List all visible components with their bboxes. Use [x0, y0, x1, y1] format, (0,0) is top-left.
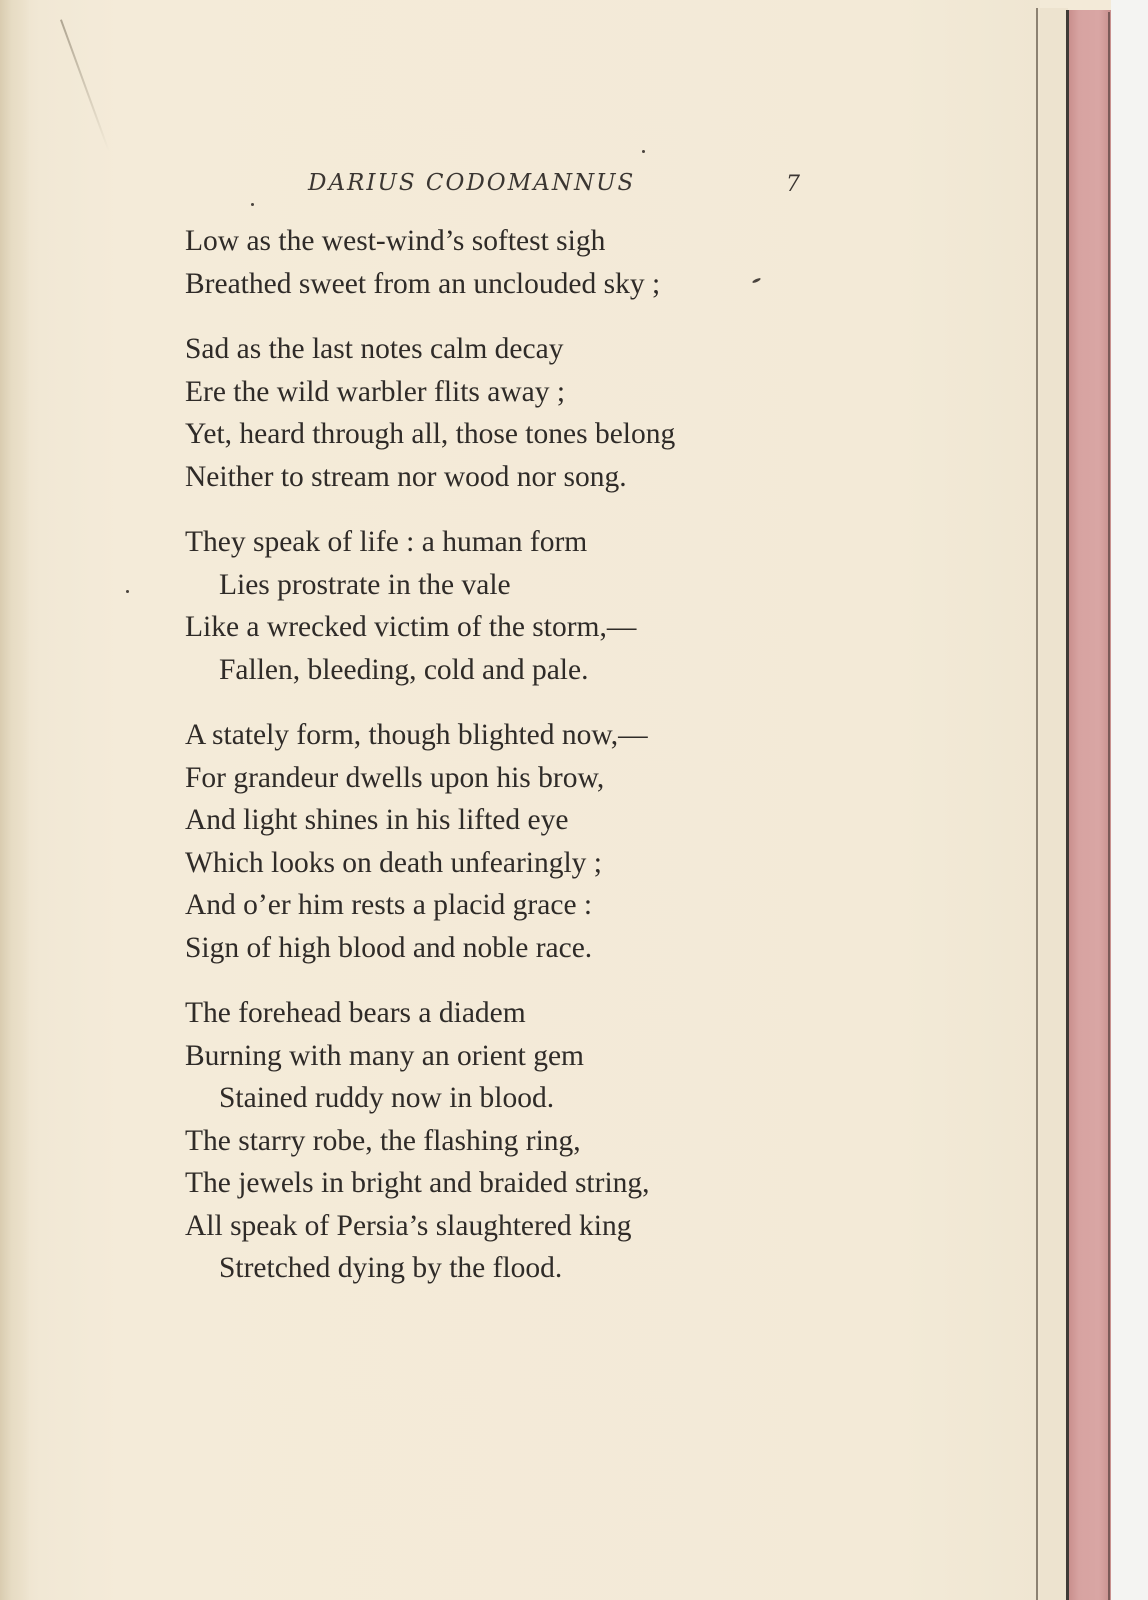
poem-line: Low as the west-wind’s softest sigh	[185, 225, 606, 257]
ink-speck	[642, 150, 645, 153]
ink-speck	[251, 203, 254, 206]
poem-line: Sad as the last notes calm decay	[185, 333, 564, 365]
inner-leaf	[1040, 8, 1068, 1600]
poem-line: Neither to stream nor wood nor song.	[185, 460, 627, 493]
poem-line: Like a wrecked victim of the storm,—	[185, 611, 637, 643]
scan-backdrop	[1111, 0, 1148, 1600]
poem-line: The starry robe, the flashing ring,	[185, 1124, 581, 1157]
poem-line: A stately form, though blighted now,—	[185, 719, 648, 751]
poem-line: Fallen, bleeding, cold and pale.	[219, 653, 589, 686]
page-number: 7	[786, 172, 800, 197]
stanza	[185, 220, 675, 305]
pink-cover-edge	[1069, 10, 1111, 1600]
poem-line: Burning with many an orient gem	[185, 1039, 584, 1072]
ink-speck	[126, 590, 129, 593]
poem-line: For grandeur dwells upon his brow,	[185, 761, 605, 794]
poem-line: Stained ruddy now in blood.	[219, 1082, 555, 1114]
poem-line: Stretched dying by the flood.	[219, 1252, 563, 1284]
stanza	[185, 992, 675, 1290]
poem-line: Which looks on death unfearingly ;	[185, 846, 602, 879]
poem-line: Yet, heard through all, those tones belong	[185, 418, 676, 450]
gutter-shadow	[0, 0, 30, 1600]
poem-line: The forehead bears a diadem	[185, 997, 526, 1029]
stanza	[185, 521, 675, 691]
poem-body	[185, 220, 675, 1313]
cover-edge-line	[1108, 12, 1110, 1600]
poem-line: Ere the wild warbler flits away ;	[185, 375, 566, 408]
stanza	[185, 714, 675, 969]
poem-line: All speak of Persia’s slaughtered king	[185, 1209, 632, 1242]
page-edge	[1036, 8, 1038, 1600]
poem-line: And light shines in his lifted eye	[185, 804, 569, 836]
stanza	[185, 328, 675, 498]
poem-line: Sign of high blood and noble race.	[185, 931, 593, 964]
poem-line: And o’er him rests a placid grace :	[185, 889, 593, 921]
poem-line: They speak of life : a human form	[185, 526, 588, 558]
running-head: DARIUS CODOMANNUS	[308, 170, 636, 196]
poem-line: The jewels in bright and braided string,	[185, 1167, 650, 1199]
poem-line: Lies prostrate in the vale	[219, 568, 511, 601]
poem-line: Breathed sweet from an unclouded sky ;	[185, 267, 661, 300]
